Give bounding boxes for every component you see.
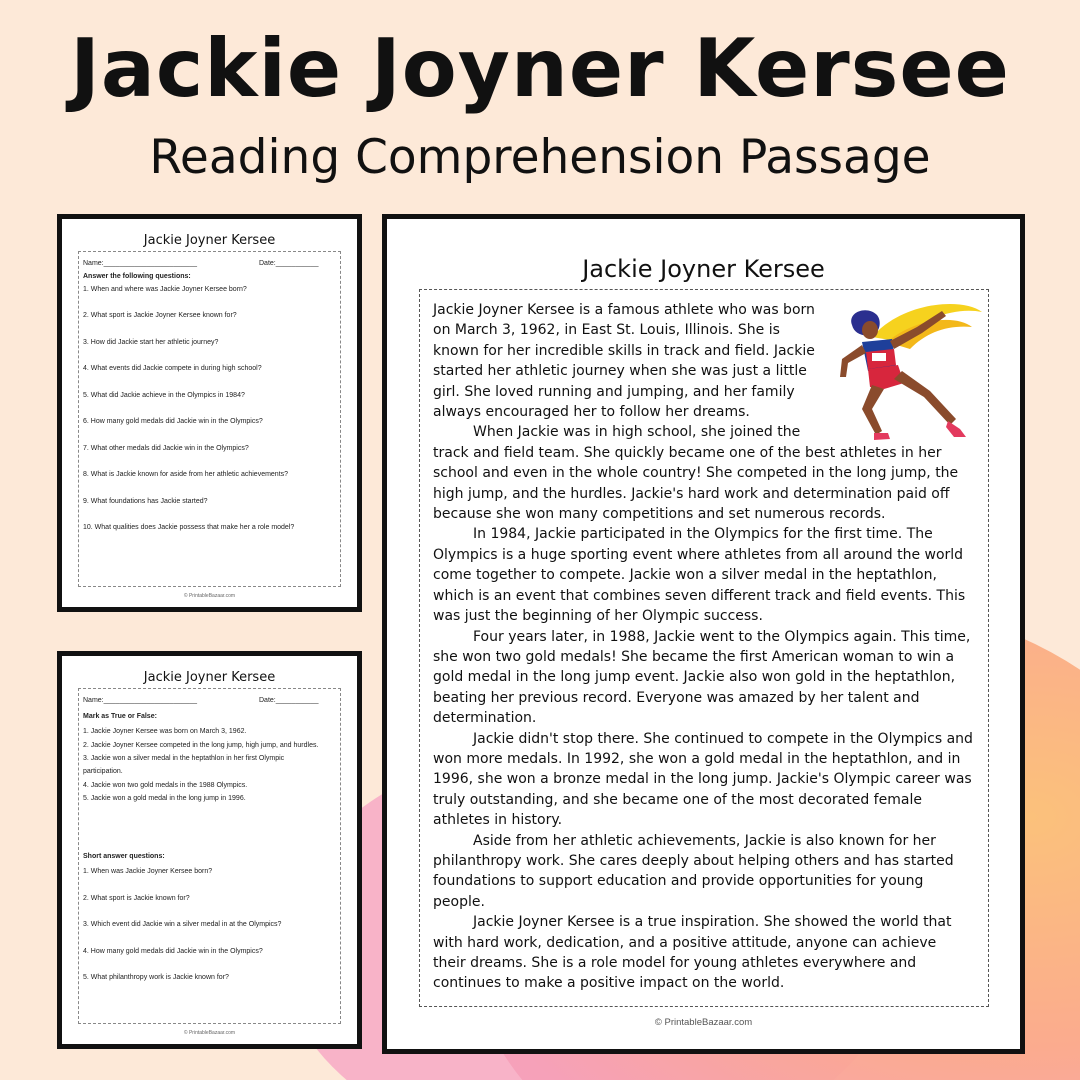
passage-paragraph: Four years later, in 1988, Jackie went to the Olympics again. This time, she won two gold medals! She became the first American woman to win a gold medal in the long jump event. Jackie also won gold in the heptathlon, beating her previous record. Everyone was amazed by her talent and determination. — [433, 628, 971, 727]
true-false-heading: Mark as True or False: — [83, 713, 157, 720]
worksheet-questions-preview — [57, 214, 362, 612]
page-subtitle: Reading Comprehension Passage — [149, 130, 931, 185]
passage-paragraph: Jackie Joyner Kersee is a famous athlete who was born on March 3, 1962, in East St. Louis, Illinois. She is known for her incredible skills in track and field. Jackie started her athletic journey when she was just a little girl. She loved running and jumping, and her family always encouraged her to follow her dreams. — [433, 302, 815, 421]
question-item: 5. What did Jackie achieve in the Olympics in 1984? — [83, 392, 245, 399]
question-item: 8. What is Jackie known for aside from her athletic achievements? — [83, 471, 289, 478]
question-item: 4. What events did Jackie compete in during high school? — [83, 365, 262, 372]
short-answer-heading: Short answer questions: — [83, 853, 165, 860]
true-false-item: 1. Jackie Joyner Kersee was born on March 3, 1962. — [83, 728, 247, 735]
name-field-label: Name:________________________ — [83, 260, 198, 267]
question-item: 7. What other medals did Jackie win in the Olympics? — [83, 445, 249, 452]
passage-paragraph: Aside from her athletic achievements, Jackie is also known for her philanthropy work. She cares deeply about helping others and has started foundations to support education and provide opportunities for young people. — [433, 832, 954, 910]
date-field-label: Date:___________ — [259, 260, 319, 267]
question-item: 6. How many gold medals did Jackie win in the Olympics? — [83, 418, 263, 425]
worksheet-answer-box — [78, 251, 341, 587]
short-answer-item: 2. What sport is Jackie known for? — [83, 895, 190, 902]
true-false-item: participation. — [83, 768, 123, 775]
passage-footer: © PrintableBazaar.com — [654, 1017, 753, 1028]
short-answer-item: 4. How many gold medals did Jackie win in the Olympics? — [83, 948, 263, 955]
true-false-item: 3. Jackie won a silver medal in the heptathlon in her first Olympic — [83, 755, 285, 762]
short-answer-item: 5. What philanthropy work is Jackie known for? — [83, 974, 229, 981]
question-item: 9. What foundations has Jackie started? — [83, 498, 208, 505]
question-item: 3. How did Jackie start her athletic journey? — [83, 339, 219, 346]
passage-paragraph: When Jackie was in high school, she joined the track and field team. She quickly became one of the best athletes in her school and even in the whole country! She competed in the long jump, the high jump, and the hurdles. Jackie's hard work and determination paid off because she won many competitions and set numerous records. — [433, 424, 959, 523]
worksheet-answer-box — [78, 688, 341, 1024]
question-item: 2. What sport is Jackie Joyner Kersee known for? — [83, 312, 237, 319]
true-false-item: 2. Jackie Joyner Kersee competed in the long jump, high jump, and hurdles. — [83, 742, 319, 749]
worksheet-title: Jackie Joyner Kersee — [143, 670, 276, 685]
runner-athlete-illustration — [832, 297, 982, 452]
short-answer-item: 3. Which event did Jackie win a silver medal in at the Olympics? — [83, 921, 282, 928]
name-field-label: Name:________________________ — [83, 697, 198, 704]
passage-title: Jackie Joyner Kersee — [582, 255, 825, 283]
worksheet-true-false-preview — [57, 651, 362, 1049]
worksheet-footer: © PrintableBazaar.com — [183, 1030, 236, 1036]
true-false-item: 5. Jackie won a gold medal in the long jump in 1996. — [83, 795, 246, 802]
worksheet-footer: © PrintableBazaar.com — [183, 593, 236, 599]
short-answer-item: 1. When was Jackie Joyner Kersee born? — [83, 868, 213, 875]
worksheet-title: Jackie Joyner Kersee — [143, 233, 276, 248]
passage-paragraph: Jackie Joyner Kersee is a true inspiration. She showed the world that with hard work, dedication, and a positive attitude, anyone can achieve their dreams. She is a role model for young athletes everywhere and continues to make a positive impact on the world. — [433, 914, 952, 992]
page-title: Jackie Joyner Kersee — [70, 22, 1010, 115]
true-false-item: 4. Jackie won two gold medals in the 1988 Olympics. — [83, 782, 248, 789]
question-item: 10. What qualities does Jackie possess that make her a role model? — [83, 524, 295, 531]
passage-sheet — [382, 214, 1025, 1054]
instructions-heading: Answer the following questions: — [83, 273, 191, 280]
question-item: 1. When and where was Jackie Joyner Kersee born? — [83, 286, 247, 293]
passage-paragraph: Jackie didn't stop there. She continued to compete in the Olympics and won more medals. In 1992, she won a gold medal in the heptathlon, and in 1996, she won a bronze medal in the long jump. Jackie's Olympic career was truly outstanding, and she became one of the most decorated female athletes in history. — [433, 730, 973, 829]
date-field-label: Date:___________ — [259, 697, 319, 704]
passage-paragraph: In 1984, Jackie participated in the Olympics for the first time. The Olympics is a huge sporting event where athletes from all around the world come together to compete. Jackie won a silver medal in the heptathlon, which is an event that combines seven different track and field events. This was just the beginning of her Olympic success. — [433, 526, 966, 625]
